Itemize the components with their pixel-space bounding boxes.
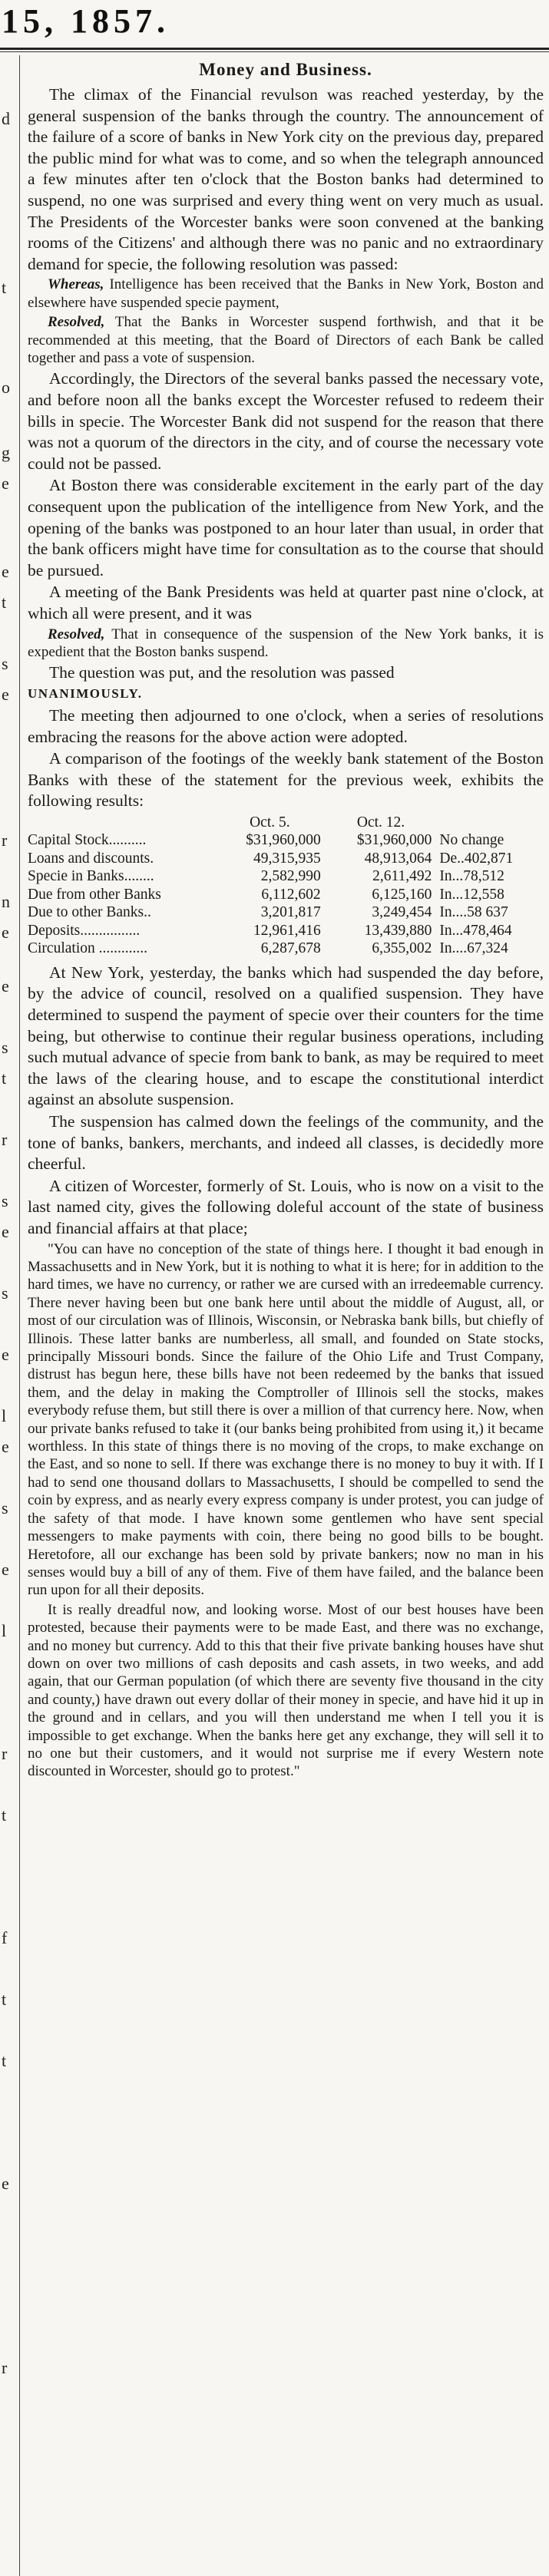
table-cell-label: Specie in Banks........ (28, 868, 154, 885)
left-column-fragment (0, 55, 20, 2576)
column-fragment-letter: e (2, 1437, 9, 1456)
column-fragment-letter: t (2, 1990, 7, 2009)
resolution-resolved (28, 313, 544, 367)
table-header: Oct. 12. (356, 814, 405, 831)
table-row (28, 922, 544, 940)
column-fragment-letter: e (2, 474, 9, 493)
table-header-row (28, 814, 544, 832)
column-fragment-letter: e (2, 685, 9, 704)
resolution-boston (28, 626, 544, 662)
letter-paragraph: It is really dreadful now, and looking worse. Most of our best houses have been protested, because their payments were to be made East, and there was no exchange, and no money but currency. Add to this that their five private banking houses have shut down on over two millions of cash deposits and cash assets, in two weeks, and add again, that our German population (of which there are seventy five thousand in the city and county,) have drawn out every dollar of their money in specie, and have hid it up in the ground and in cellars, and you will then understand me when I tell you it is impossible to get exchange. When the banks here get any exchange, they will sell it to no one but their customers, and it would not surprise me if every Western note discounted in Worcester, should go to protest." (28, 1601, 544, 1780)
article-headline: Money and Business. (199, 60, 372, 79)
article-paragraph: At New York, yesterday, the banks which had suspended the day before, by the advice of council, resolved on a qualified suspension. They have determined to suspend the payment of specie over their counters for the time being, but otherwise to continue their regular business operations, including such mutual advance of specie from bank to bank, as may be required to meet the laws of the clearing house, and to escape the constitutional interdict against an absolute suspension. (28, 963, 544, 1109)
vote-paragraph: The question was put, and the resolution was passed (49, 663, 395, 682)
top-rule-thin (0, 51, 549, 52)
table-cell-change: In...78,512 (439, 868, 504, 885)
table-row (28, 940, 544, 958)
column-fragment-letter: t (2, 278, 7, 297)
table-cell-oct12: 13,439,880 (364, 922, 432, 939)
letter-paragraph: "You can have no conception of the state of things here. I thought it bad enough in Massachusetts and in New York, but it is nothing to what it is here; for in addition to the hard times, we have no currency, or rather we are cursed with an irredeemable currency. There never having been but one bank here until about the middle of August, all, or most of our circulation was of Illinois, Wisconsin, or Nebraska bank bills, but chiefly of Illinois. These latter banks are numberless, all small, and founded on State stocks, principally Missouri bonds. Since the failure of the Ohio Life and Trust Company, distrust has begun here, these bills have not been redeemed by the banks that issued them, and the delay in making the Comptroller of Illinois sell the stocks, makes everybody refuse them, but still there is over a million of that currency here. Now, when our private banks refused to take it (our banks being prohibited from using it,) it became worthless. In this state of things there is no moving of the crops, to make exchange on the East, and so none to sell. If there was exchange there is no money to buy it with. If I had to send one thousand dollars to Massachusetts, I should be compelled to send the coin by express, and as nearly every express company is under protest, you can judge of the safety of that mode. I have known some gentlemen who have sent special messengers to make payments with coin, there being no good bills to be bought. Heretofore, all our exchange has been sold by private bankers; now no man in his senses would buy a bill of any of them. Five of them have failed, and the balance been run upon for all their deposits. (28, 1240, 544, 1599)
column-fragment-letter: r (2, 831, 8, 850)
table-cell-oct12: 3,249,454 (372, 904, 432, 921)
article-paragraph: A meeting of the Bank Presidents was held at quarter past nine o'clock, at which all were present, and it was (28, 583, 544, 623)
table-cell-change: In....67,324 (439, 940, 508, 957)
table-cell-label: Circulation ............. (28, 940, 147, 957)
article-paragraph: At Boston there was considerable excitement in the early part of the day consequent upon the publication of the intelligence from New York, and the opening of the banks was postponed to an hour later than usual, in order that the bank officers might have time for consultation as to the course that should be pursued. (28, 476, 544, 580)
resolution-lead: Resolved, (48, 626, 105, 642)
table-cell-label: Deposits................ (28, 922, 141, 939)
article-paragraph: The meeting then adjourned to one o'clock, when a series of resolutions embracing the reasons for the above action were adopted. (28, 705, 544, 746)
table-cell-oct5: 6,287,678 (260, 940, 321, 957)
table-cell-change: In....58 637 (439, 904, 508, 921)
table-cell-oct5: 3,201,817 (260, 904, 321, 921)
table-cell-label: Due to other Banks.. (28, 904, 151, 921)
table-cell-change: De..402,871 (439, 850, 514, 867)
column-fragment-letter: f (2, 1928, 8, 1947)
column-fragment-letter: r (2, 2358, 8, 2377)
table-cell-change: No change (439, 832, 504, 849)
column-fragment-letter: n (2, 892, 10, 911)
table-cell-oct5: 12,961,416 (253, 922, 321, 939)
column-fragment-letter: e (2, 923, 9, 942)
article-paragraph: A citizen of Worcester, formerly of St. Louis, who is now on a visit to the last named city, gives the following doleful account of the state of business and financial affairs at that place; (28, 1176, 544, 1237)
table-cell-change: In...478,464 (439, 922, 512, 939)
column-fragment-letter: e (2, 976, 9, 996)
table-row (28, 867, 544, 886)
table-cell-oct12: 2,611,492 (372, 868, 432, 885)
article-paragraph: The suspension has calmed down the feelings of the community, and the tone of banks, bankers, merchants, and indeed all classes, is decidedly more cheerful. (28, 1112, 544, 1174)
table-header: Oct. 5. (250, 814, 290, 831)
column-fragment-letter: t (2, 1805, 7, 1825)
column-fragment-letter: t (2, 1068, 7, 1088)
column-fragment-letter: e (2, 1222, 9, 1241)
column-fragment-letter: g (2, 443, 10, 462)
resolution-lead: Whereas, (48, 276, 104, 293)
table-row (28, 903, 544, 922)
resolution-text: That in consequence of the suspension of the New York banks, it is expedient that the Boston banks suspend. (28, 626, 544, 660)
column-fragment-letter: r (2, 1130, 8, 1149)
column-fragment-letter: l (2, 1406, 7, 1425)
column-fragment-letter: s (2, 1038, 8, 1057)
resolution-whereas (28, 276, 544, 312)
table-cell-oct5: 2,582,990 (260, 868, 321, 885)
table-cell-label: Due from other Banks (28, 886, 161, 903)
table-cell-oct12: 48,913,064 (364, 850, 432, 867)
resolution-lead: Resolved, (48, 314, 105, 331)
table-cell-oct12: 6,125,160 (372, 886, 432, 903)
top-rule (0, 48, 549, 50)
column-fragment-letter: e (2, 1560, 9, 1579)
table-cell-oct12: 6,355,002 (372, 940, 432, 957)
column-fragment-letter: l (2, 1621, 7, 1640)
masthead-date: 15, 1857. (2, 2, 170, 40)
column-fragment-letter: t (2, 2051, 7, 2070)
article-paragraph: Accordingly, the Directors of the several banks passed the necessary vote, and before noon all the banks except the Worcester refused to redeem their bills in specie. The Worcester Bank did not suspend for the reason that there was not a quorum of the directors in the city, and of course the necessary vote could not be passed. (28, 369, 544, 473)
column-fragment-letter: o (2, 378, 10, 397)
table-cell-oct12: $31,960,000 (356, 832, 432, 849)
money-and-business-article (28, 58, 544, 2568)
table-header (436, 814, 544, 832)
resolution-text: Intelligence has been received that the Banks in New York, Boston and elsewhere have suspended specie payment, (28, 276, 544, 311)
table-cell-oct5: 6,112,602 (261, 886, 321, 903)
column-fragment-letter: s (2, 1283, 8, 1303)
table-row (28, 831, 544, 850)
resolution-text: That the Banks in Worcester suspend forthwish, and that it be recommended at this meeting, that the Board of Directors of each Bank be called together and pass a vote of suspension. (28, 314, 544, 366)
column-fragment-letter: e (2, 1345, 9, 1364)
column-fragment-letter: s (2, 1498, 8, 1518)
table-cell-oct5: 49,315,935 (253, 850, 321, 867)
table-header (28, 814, 214, 832)
column-fragment-letter: e (2, 2174, 9, 2193)
table-cell-change: In...12,558 (439, 886, 504, 903)
table-row (28, 886, 544, 904)
column-fragment-letter: r (2, 1744, 8, 1763)
column-fragment-letter: d (2, 109, 10, 128)
unanimously-label: UNANIMOUSLY. (28, 685, 143, 701)
article-paragraph: The climax of the Financial revulson was reached yesterday, by the general suspension of the banks through the country. The announcement of the failure of a score of banks in New York city on the previous day, prepared the public mind for what was to come, and so when the telegraph announced a few minutes after ten o'clock that the Boston banks had determined to suspend, no one was surprised and every thing went on very much as usual. The Presidents of the Worcester banks were soon convened at the banking rooms of the Citizens' and although there was no panic and no extraordinary demand for specie, the following resolution was passed: (28, 85, 544, 273)
column-fragment-letter: s (2, 654, 8, 673)
column-fragment-letter: t (2, 593, 7, 612)
table-row (28, 850, 544, 868)
table-cell-label: Capital Stock.......... (28, 832, 147, 849)
article-paragraph: A comparison of the footings of the weekly bank statement of the Boston Banks with these of the statement for the previous week, exhibits the following results: (28, 749, 544, 811)
bank-statement-table (28, 814, 544, 958)
table-cell-oct5: $31,960,000 (246, 832, 321, 849)
column-fragment-letter: e (2, 562, 9, 581)
table-cell-label: Loans and discounts. (28, 850, 154, 867)
column-fragment-letter: s (2, 1191, 8, 1210)
